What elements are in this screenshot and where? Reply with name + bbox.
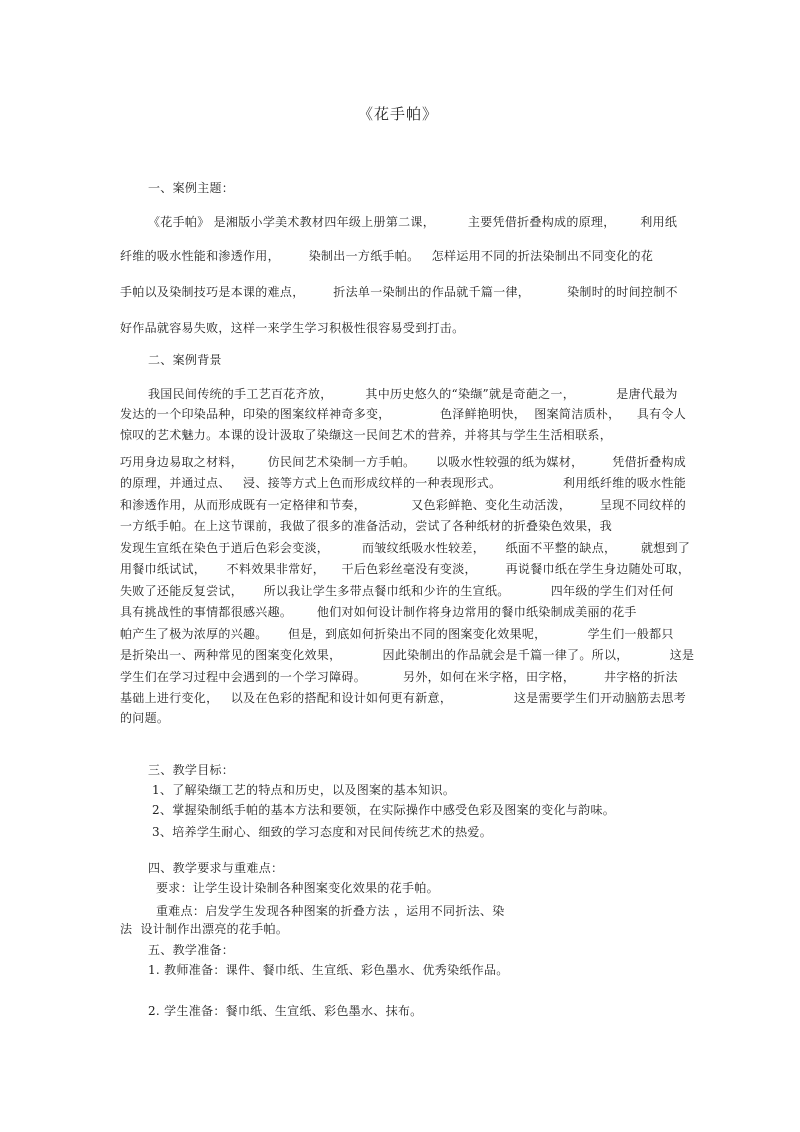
section-1-line: 《花手帕》 是湘版小学美术教材四年级上册第二课， 主要凭借折叠构成的原理， 利用纸 [148, 215, 678, 229]
section-2-line: 基础上进行变化， 以及在色彩的搭配和设计如何更有新意， 这是需要学生们开动脑筋去思考 [120, 691, 687, 705]
objective-item: 3、培养学生耐心、细致的学习态度和对民间传统艺术的热爱。 [152, 825, 493, 839]
section-3-heading: 三、教学目标： [148, 763, 235, 777]
section-2-line: 具有挑战性的事情都很感兴趣。 他们对如何设计制作将身边常用的餐巾纸染制成美丽的花手 [120, 605, 637, 619]
section-2-heading: 二、案例背景 [148, 353, 222, 367]
student-preparation: 2. 学生准备：餐巾纸、生宣纸、彩色墨水、抹布。 [148, 1004, 423, 1018]
section-1-heading: 一、案例主题： [148, 181, 235, 195]
objective-item: 2、掌握染制纸手帕的基本方法和要领，在实际操作中感受色彩及图案的变化与韵味。 [152, 803, 616, 817]
document-title: 《花手帕》 [358, 105, 439, 123]
section-2-line: 发达的一个印染品种，印染的图案纹样神奇多变， 色泽鲜艳明快， 图案简洁质朴， 具有令人 [120, 407, 687, 421]
section-5-heading: 五、教学准备： [148, 943, 235, 957]
section-1-line: 好作品就容易失败，这样一来学生学习积极性很容易受到打击。 [120, 321, 465, 335]
section-2-line: 我国民间传统的手工艺百花齐放， 其中历史悠久的“染缬”就是奇葩之一， 是唐代最为 [148, 387, 678, 401]
section-2-line: 惊叹的艺术魅力。本课的设计汲取了染缬这一民间艺术的营养，并将其与学生生活相联系， [120, 428, 613, 442]
section-2-line: 的问题。 [120, 711, 170, 725]
section-2-line: 的原理，并通过点、 浸、接等方式上色而形成纹样的一种表现形式。 利用纸纤维的吸水性能 [120, 476, 687, 490]
section-2-line: 一方纸手帕。在上这节课前，我做了很多的准备活动，尝试了各种纸材的折叠染色效果，我 [120, 519, 613, 533]
section-2-line: 巧用身边易取之材料， 仿民间艺术染制一方手帕。 以吸水性较强的纸为媒材， 凭借折叠构成 [120, 455, 687, 469]
section-1-line: 手帕以及染制技巧是本课的难点， 折法单一染制出的作品就千篇一律， 染制时的时间控制不 [120, 285, 678, 299]
section-2-line: 是折染出一、两种常见的图案变化效果， 因此染制出的作品就会是千篇一律了。所以， 这是 [120, 648, 695, 662]
section-2-line: 用餐巾纸试试， 不料效果非常好， 干后色彩丝毫没有变淡， 再说餐巾纸在学生身边随处可取， [120, 562, 691, 576]
section-2-line: 失败了还能反复尝试， 所以我让学生多带点餐巾纸和少许的生宣纸。 四年级的学生们对任何 [120, 584, 674, 598]
teacher-preparation: 1. 教师准备：课件、餐巾纸、生宣纸、彩色墨水、优秀染纸作品。 [148, 963, 509, 977]
section-4-heading: 四、教学要求与重难点： [148, 861, 284, 875]
section-1-line: 纤维的吸水性能和渗透作用， 染制出一方纸手帕。 怎样运用不同的折法染制出不同变化的花 [120, 249, 654, 263]
difficulty-text: 法 设计制作出漂亮的花手帕。 [120, 922, 289, 936]
section-2-line: 学生们在学习过程中会遇到的一个学习障碍。 另外，如何在米字格，田字格， 井字格的折法 [120, 670, 678, 684]
objective-item: 1、了解染缬工艺的特点和历史，以及图案的基本知识。 [152, 783, 456, 797]
section-2-line: 帕产生了极为浓厚的兴趣。 但是，到底如何折染出不同的图案变化效果呢， 学生们一般都只 [120, 627, 674, 641]
requirement-text: 要求：让学生设计染制各种图案变化效果的花手帕。 [156, 881, 439, 895]
difficulty-text: 重难点：启发学生发现各种图案的折叠方法 ，运用不同折法、染 [156, 904, 505, 918]
section-2-line: 和渗透作用，从而形成既有一定格律和节奏， 又色彩鲜艳、变化生动活泼， 呈现不同纹样的 [120, 498, 687, 512]
section-2-line: 发现生宣纸在染色于逍后色彩会变淡， 而皱纹纸吸水性较差， 纸面不平整的缺点， 就想到了 [120, 541, 691, 555]
